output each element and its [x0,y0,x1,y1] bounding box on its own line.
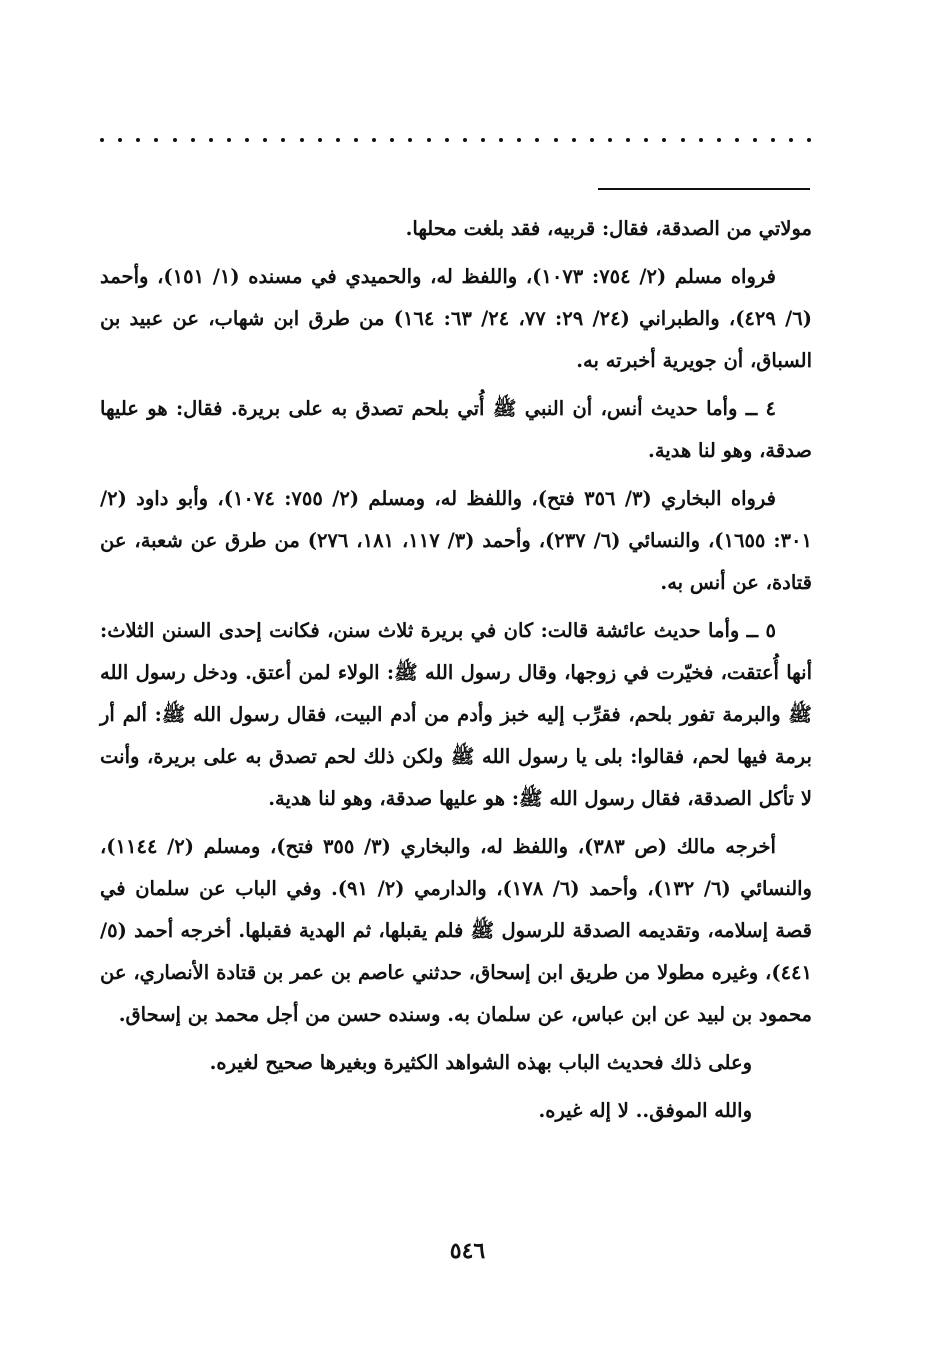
footnote-separator-rule [598,188,810,190]
paragraph: ٤ ــ وأما حديث أنس، أن النبي ﷺ أُتي بلحم تصدق به على بريرة. فقال: هو عليها صدقة، وهو لنا هدية. [100,397,812,462]
paragraph: فرواه البخاري (٣/ ٣٥٦ فتح)، واللفظ له، ومسلم (٢/ ٧٥٥: ١٠٧٤)، وأبو داود (٢/ ٣٠١: ١٦٥٥)، والنسائي (٦/ ٢٣٧)، وأحمد (٣/ ١١٧، ١٨١، ٢٧٦) من طرق عن شعبة، عن قتادة، عن أنس به. [100,487,812,594]
footnote-text-block [100,208,812,1138]
paragraph: والله الموفق.. لا إله غيره. [538,1099,752,1122]
dotted-separator [100,128,812,152]
page-number: ٥٤٦ [449,1238,486,1264]
paragraph: ٥ ــ وأما حديث عائشة قالت: كان في بريرة ثلاث سنن، فكانت إحدى السنن الثلاث: أنها أُعتقت، فخيّرت في زوجها، وقال رسول الله ﷺ: الولاء لمن أعتق. ودخل رسول الله ﷺ والبرمة تفور بلحم، فقرِّب إليه خبز وأدم من أدم البيت، فقال رسول الله ﷺ: ألم أر برمة فيها لحم، فقالوا: بلى يا رسول الله ﷺ ولكن ذلك لحم تصدق به على بريرة، وأنت لا تأكل الصدقة، فقال رسول الله ﷺ: هو عليها صدقة، وهو لنا هدية. [100,619,812,810]
paragraph: مولاتي من الصدقة، فقال: قربيه، فقد بلغت محلها. [405,217,812,240]
paragraph: وعلى ذلك فحديث الباب بهذه الشواهد الكثيرة وبغيرها صحيح لغيره. [209,1051,752,1074]
paragraph: أخرجه مالك (ص ٣٨٣)، واللفظ له، والبخاري (٣/ ٣٥٥ فتح)، ومسلم (٢/ ١١٤٤)، والنسائي (٦/ ١٣٢)، وأحمد (٦/ ١٧٨)، والدارمي (٢/ ٩١). وفي الباب عن سلمان في قصة إسلامه، وتقديمه الصدقة للرسول ﷺ فلم يقبلها، ثم الهدية فقبلها. أخرجه أحمد (٥/ ٤٤١)، وغيره مطولا من طريق ابن إسحاق، حدثني عاصم بن عمر بن قتادة الأنصاري، عن محمود بن لبيد عن ابن عباس، عن سلمان به. وسنده حسن من أجل محمد بن إسحاق. [100,835,812,1026]
paragraph: فرواه مسلم (٢/ ٧٥٤: ١٠٧٣)، واللفظ له، والحميدي في مسنده (١/ ١٥١)، وأحمد (٦/ ٤٢٩)، والطبراني (٢٤/ ٢٩: ٧٧، ٢٤/ ٦٣: ١٦٤) من طرق ابن شهاب، عن عبيد بن السباق، أن جويرية أخبرته به. [100,265,812,372]
